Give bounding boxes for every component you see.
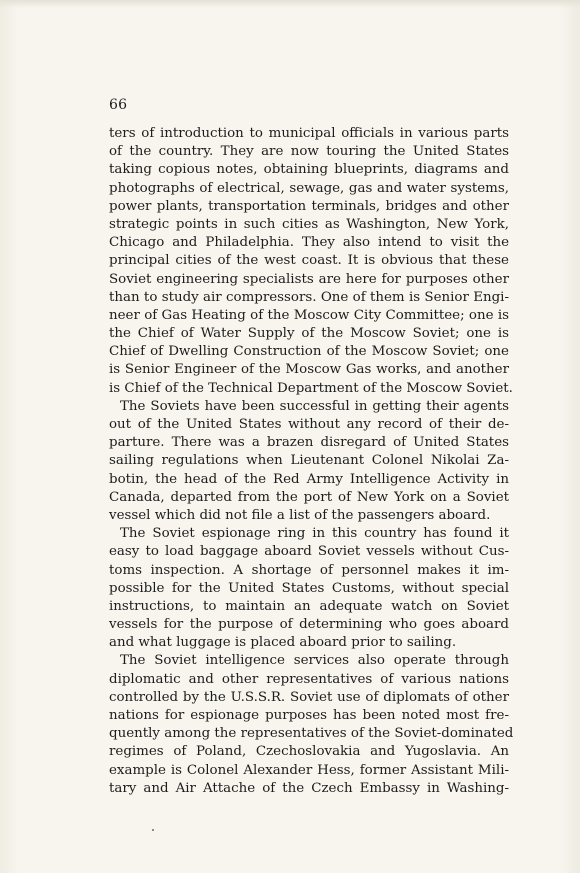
text-line: is Senior Engineer of the Moscow Gas works, and another [109,362,509,378]
text-line: easy to load baggage aboard Soviet vessels without Cus- [109,544,509,560]
text-line: Canada, departed from the port of New York on a Soviet [109,489,509,505]
text-line: Chief of Dwelling Construction of the Moscow Soviet; one [109,344,509,360]
text-line: power plants, transportation terminals, bridges and other [109,198,509,214]
text-line: photographs of electrical, sewage, gas and water systems, [109,180,509,196]
text-line: regimes of Poland, Czechoslovakia and Yugoslavia. An [109,744,509,760]
text-line: vessels for the purpose of determining who goes aboard [109,617,509,633]
text-line: taking copious notes, obtaining blueprints, diagrams and [109,162,509,178]
text-line: nations for espionage purposes has been noted most fre- [109,708,509,723]
text-line: and what luggage is placed aboard prior to sailing. [109,635,457,651]
text-line: Chicago and Philadelphia. They also intend to visit the [109,235,509,251]
text-line: instructions, to maintain an adequate watch on Soviet [109,598,509,614]
print-speck [152,829,154,831]
text-line: The Soviets have been successful in getting their agents [120,398,509,414]
page-number: 66 [109,97,128,113]
text-line: sailing regulations when Lieutenant Colonel Nikolai Za- [109,453,509,469]
text-line: out of the United States without any record of their de- [109,417,509,432]
text-line: ters of introduction to municipal officials in various parts [109,126,509,141]
text-line: toms inspection. A shortage of personnel makes it im- [109,562,509,578]
page-top-edge [0,0,580,8]
text-line: parture. There was a brazen disregard of United States [109,435,509,451]
text-line: controlled by the U.S.S.R. Soviet use of diplomats of other [109,689,509,705]
text-line: botin, the head of the Red Army Intelligence Activity in [109,471,509,487]
text-line: example is Colonel Alexander Hess, former Assistant Mili- [109,762,509,778]
text-line: Soviet engineering specialists are here for purposes other [109,271,509,287]
text-line: diplomatic and other representatives of various nations [109,671,509,687]
body-text [109,125,514,798]
text-line: vessel which did not file a list of the passengers aboard. [109,507,491,523]
text-line: is Chief of the Technical Department of the Moscow Soviet. [109,380,513,396]
text-line: possible for the United States Customs, without special [109,580,509,596]
text-line: of the country. They are now touring the United States [109,144,509,160]
text-line: tary and Air Attache of the Czech Embassy in Washing- [109,780,509,796]
text-line: quently among the representatives of the Soviet-dominated [109,726,514,742]
text-line: The Soviet intelligence services also operate through [120,653,509,669]
text-line: than to study air compressors. One of them is Senior Engi- [109,289,509,305]
text-line: strategic points in such cities as Washington, New York, [109,216,509,232]
text-line: principal cities of the west coast. It is obvious that these [109,253,509,269]
text-line: the Chief of Water Supply of the Moscow Soviet; one is [109,326,509,342]
text-line: neer of Gas Heating of the Moscow City Committee; one is [109,307,509,323]
text-line: The Soviet espionage ring in this country has found it [120,526,509,542]
